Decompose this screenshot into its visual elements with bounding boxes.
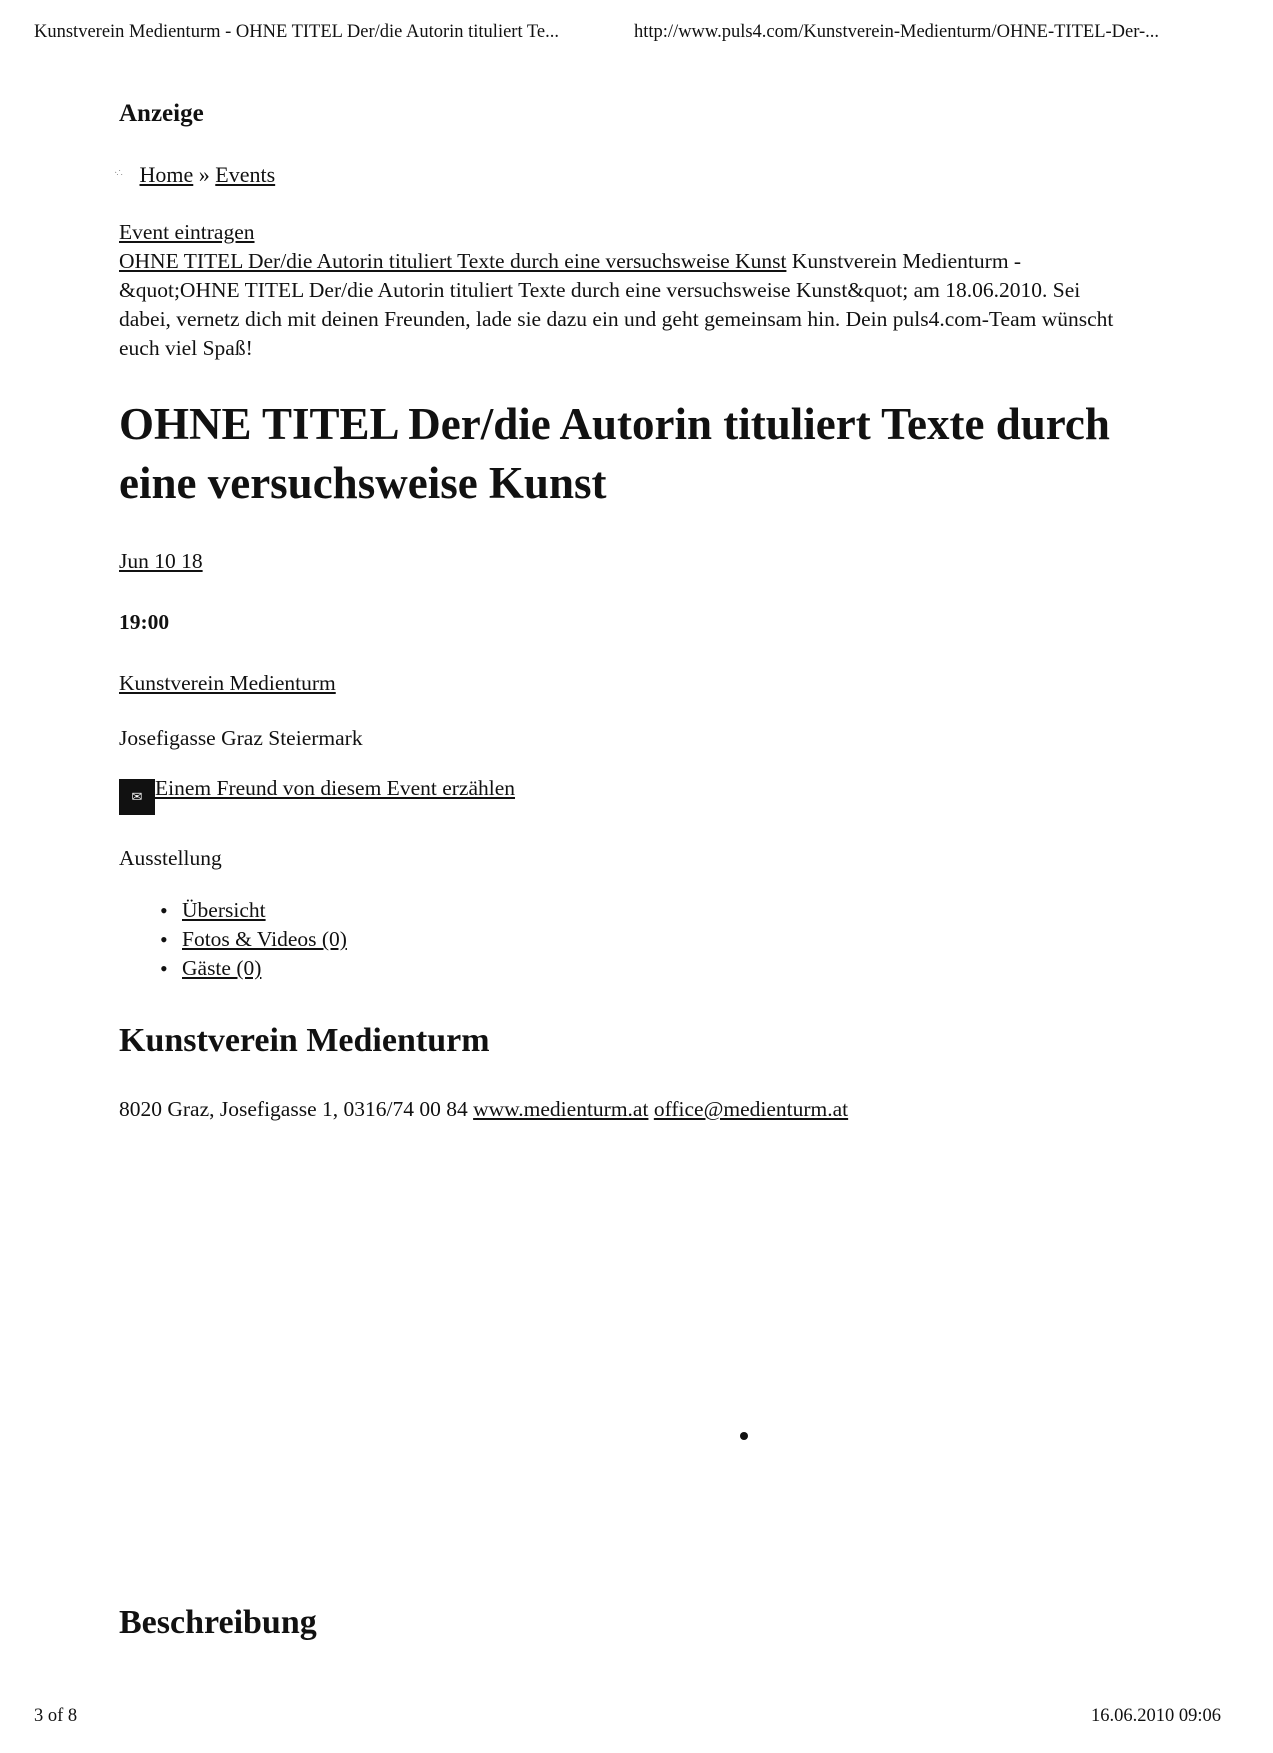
event-tabs (160, 896, 347, 983)
venue-website-link[interactable]: www.medienturm.at (473, 1097, 649, 1121)
ad-label: Anzeige (119, 100, 204, 127)
venue-contact-text: 8020 Graz, Josefigasse 1, 0316/74 00 84 (119, 1097, 468, 1121)
home-icon: ·∴ (114, 168, 122, 179)
scan-artifact-dot (740, 1432, 748, 1440)
venue-heading: Kunstverein Medienturm (119, 1022, 490, 1059)
venue-contact (119, 1097, 848, 1122)
breadcrumb-home-link[interactable]: Home (139, 162, 194, 187)
tab-photos-videos (160, 925, 347, 954)
intro-text: Kunstverein Medienturm - &quot;OHNE TITEL Der/die Autorin tituliert Texte durch eine versuchsweise Kunst&quot; am 18.06.2010. Sei dabei, vernetz dich mit deinen Freunden, lade sie dazu ein und geht gemeinsam hin. Dein puls4.com-Team wünscht euch viel Spaß! (119, 249, 1114, 360)
tab-overview (160, 896, 347, 925)
tab-guests (160, 954, 347, 983)
event-title: OHNE TITEL Der/die Autorin tituliert Texte durch eine versuchsweise Kunst (119, 399, 1110, 508)
breadcrumb (114, 162, 275, 188)
venue-email-link[interactable]: office@medienturm.at (653, 1097, 849, 1121)
description-heading: Beschreibung (119, 1604, 317, 1641)
print-page-number: 3 of 8 (34, 1706, 78, 1726)
print-header (34, 22, 1243, 48)
intro-title-link[interactable]: OHNE TITEL Der/die Autorin tituliert Texte durch eine versuchsweise Kunst (119, 249, 787, 273)
event-address: Josefigasse Graz Steiermark (119, 726, 363, 750)
tell-friend-link[interactable] (119, 776, 515, 815)
print-footer (34, 1706, 1221, 1730)
print-header-title: Kunstverein Medienturm - OHNE TITEL Der/die Autorin tituliert Te... (34, 22, 559, 42)
event-eintragen-link[interactable]: Event eintragen (119, 220, 255, 244)
tell-friend-label: Einem Freund von diesem Event erzählen (155, 776, 516, 800)
tab-overview-link[interactable]: Übersicht (182, 898, 266, 922)
envelope-icon: ✉ (119, 779, 155, 815)
tab-guests-link[interactable]: Gäste (0) (182, 956, 262, 980)
event-time: 19:00 (119, 610, 170, 634)
event-category: Ausstellung (119, 846, 222, 870)
event-venue-link[interactable]: Kunstverein Medienturm (119, 671, 336, 695)
breadcrumb-separator: » (198, 162, 210, 187)
event-date-link[interactable]: Jun 10 18 (119, 549, 203, 573)
print-header-url: http://www.puls4.com/Kunstverein-Medienturm/OHNE-TITEL-Der-... (634, 22, 1160, 42)
breadcrumb-events-link[interactable]: Events (215, 162, 276, 187)
print-timestamp: 16.06.2010 09:06 (1090, 1706, 1221, 1726)
intro-block (119, 218, 1129, 363)
tab-photos-videos-link[interactable]: Fotos & Videos (0) (182, 927, 347, 951)
